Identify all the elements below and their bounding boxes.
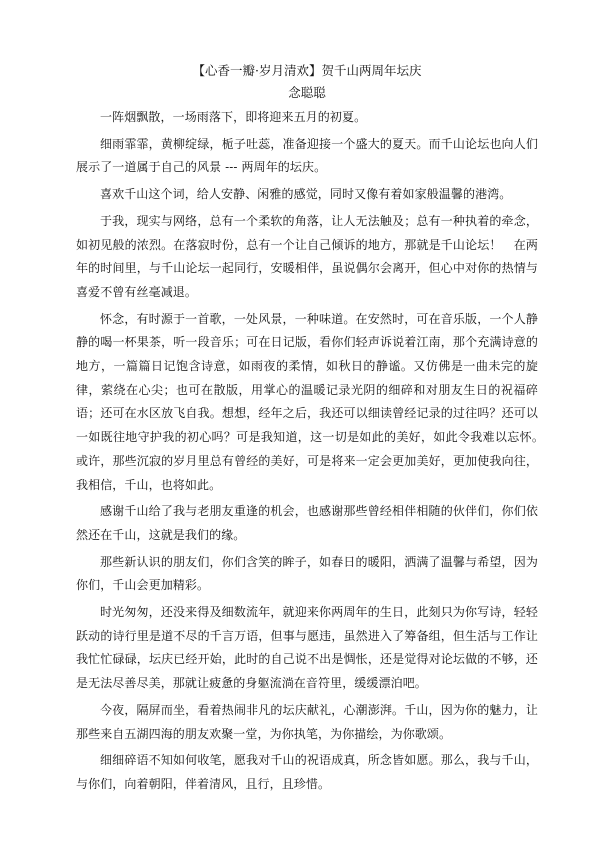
document-title: 【心香一瓣·岁月清欢】贺千山两周年坛庆	[192, 63, 422, 78]
paragraph-2: 细雨霏霏，黄柳绽绿，栀子吐蕊，准备迎接一个盛大的夏天。而千山论坛也向人们展示了一道属于自己的风景 --- 两周年的坛庆。	[76, 136, 538, 175]
paragraph-10: 细细碎语不知如何收笔，愿我对千山的祝语成真，所念皆如愿。那么，我与千山，与你们，向着朝阳，伴着清风，且行，且珍惜。	[76, 753, 538, 791]
paragraph-6: 感谢千山给了我与老朋友重逢的机会，也感谢那些曾经相伴相随的伙伴们，你们依然还在千山，这就是我们的缘。	[76, 504, 538, 542]
paragraph-1: 一阵烟飘散，一场雨落下，即将迎来五月的初夏。	[100, 110, 367, 124]
paragraph-4: 于我，现实与网络，总有一个柔软的角落，让人无法触及；总有一种执着的牵念，如初见般的浓烈。在落寂时份，总有一个让自己倾诉的地方，那就是千山论坛！ 在两年的时间里，与千山论坛一起同行，安暖相伴，虽说偶尔会离开，但心中对你的热情与喜爱不曾有丝毫减退。	[76, 213, 538, 299]
paragraph-7: 那些新认识的朋友们，你们含笑的眸子，如春日的暖阳，洒满了温馨与希望，因为你们，千山会更加精彩。	[76, 554, 538, 593]
paragraph-5: 怀念，有时源于一首歌，一处风景，一种味道。在安然时，可在音乐版，一个人静静的喝一杯果茶，听一段音乐；可在日记版，看你们轻声诉说着江南，那个充满诗意的地方，一篇篇日记饱含诗意，如雨夜的柔情，如秋日的静谧。又仿佛是一曲未完的旋律，萦绕在心尖；也可在散版，用掌心的温暖记录光阴的细碎和对朋友生日的祝福碎语；还可在水区放飞自我。想想，经年之后，我还可以细读曾经记录的过往吗？还可以一如既往地守护我的初心吗？可是我知道，这一切是如此的美好，如此令我难以忘怀。 或许，那些沉寂的岁月里总有曾经的美好，可是将来一定会更加美好，更加使我向往，我相信，千山，也将如此。	[76, 311, 551, 492]
author-name: 念聪聪	[288, 85, 326, 100]
paragraph-9: 今夜，隔屏而坐，看着热闹非凡的坛庆献礼，心潮澎湃。千山，因为你的魅力，让那些来自五湖四海的朋友欢聚一堂，为你执笔，为你描绘，为你歌颂。	[76, 702, 538, 741]
paragraph-3: 喜欢千山这个词，给人安静、闲雅的感觉，同时又像有着如家般温馨的港湾。	[100, 187, 512, 202]
paragraph-8: 时光匆匆，还没来得及细数流年，就迎来你两周年的生日，此刻只为你写诗，轻轻跃动的诗行里是道不尽的千言万语，但事与愿违，虽然进入了筹备组，但生活与工作让我忙忙碌碌，坛庆已经开始，此时的自己说不出是惆怅，还是觉得对论坛做的不够，还是无法尽善尽美，那就让疲惫的身躯流淌在音符里，缓缓漂泊吧。	[76, 605, 538, 691]
document-page	[76, 62, 551, 800]
